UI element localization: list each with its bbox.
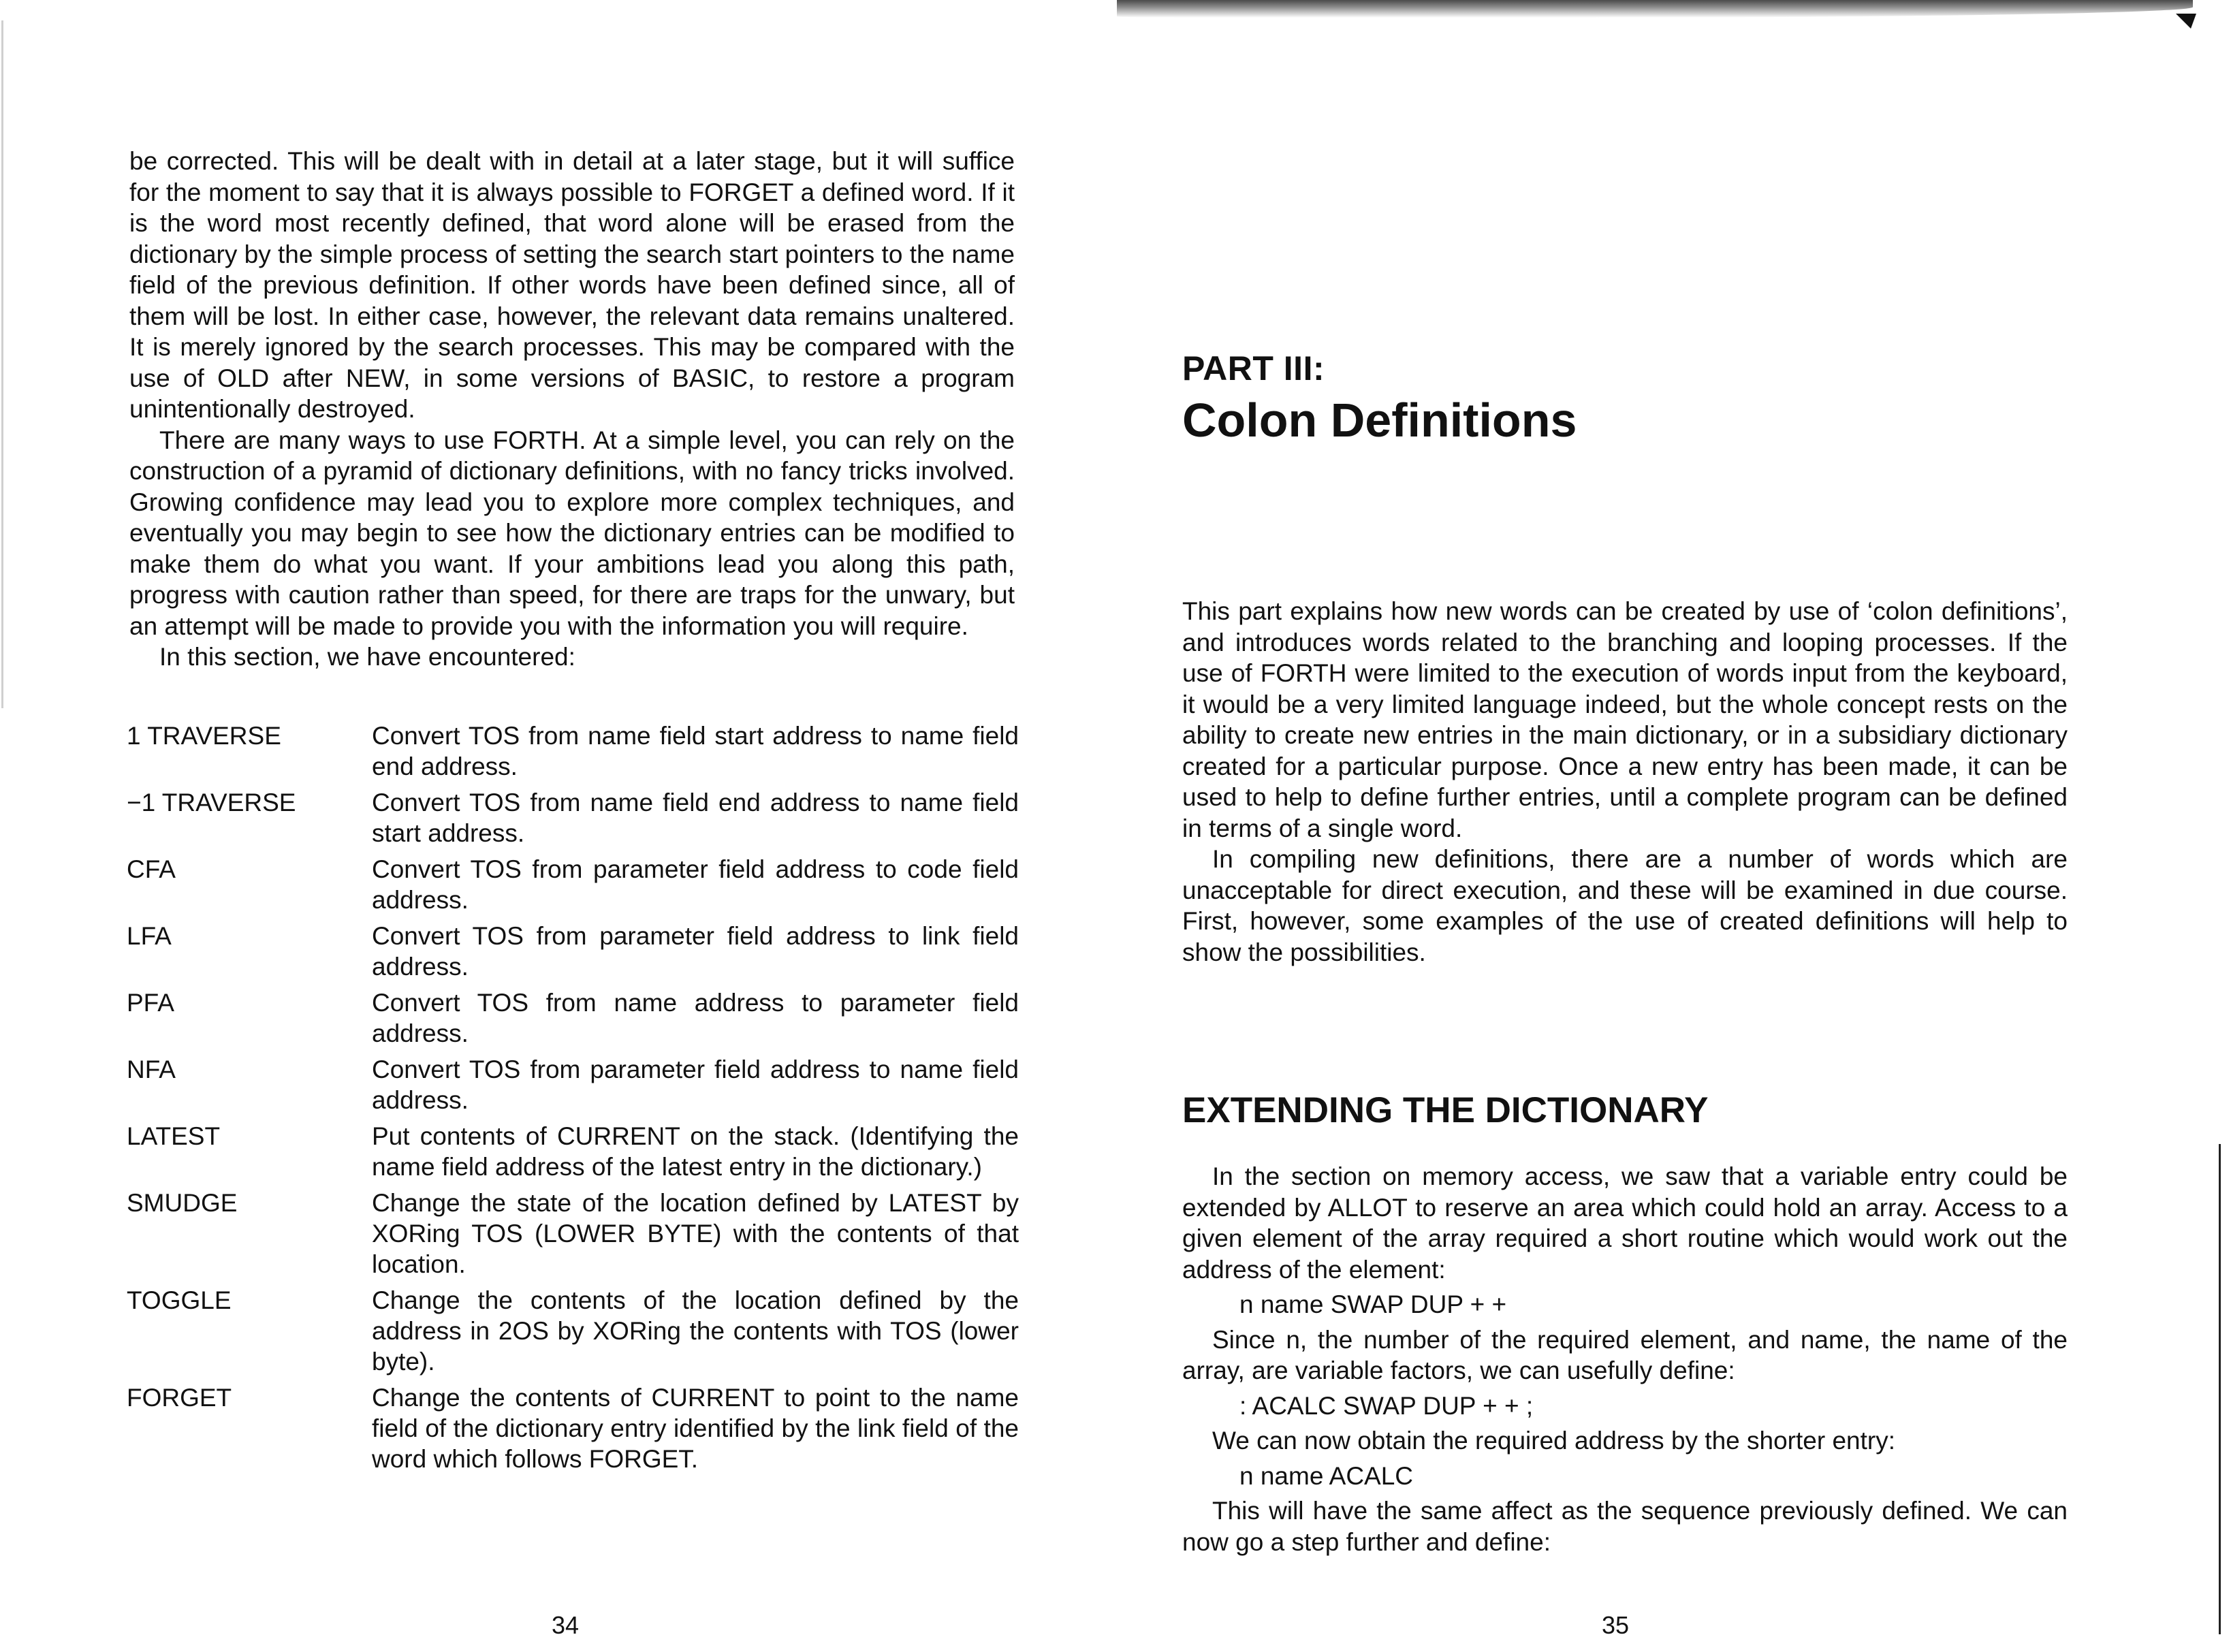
body-paragraph: be corrected. This will be dealt with in detail at a later stage, but it will suffice for the moment to say that it is always possible to FORGET a defined word. If it is the word most recently defined, that word alone will be erased from the dictionary by the simple process of setting the search start pointers to the name field of the previous definition. If other words have been defined since, all of them will be lost. In either case, however, the relevant data remains unaltered. It is merely ignored by the search processes. This may be compared with the use of OLD after NEW, in some versions of BASIC, to restore a program unintentionally destroyed.	[129, 147, 1015, 423]
glossary-entry	[127, 854, 1026, 915]
glossary-definition: Change the contents of CURRENT to point to the name field of the dictionary entry identified by the link field of the word which follows FORGET.	[372, 1384, 1019, 1473]
glossary-entry	[127, 1382, 1026, 1474]
glossary-term: CFA	[127, 855, 176, 883]
part-label: PART III:	[1182, 349, 1325, 387]
section-text	[1182, 1161, 2068, 1557]
glossary-entry	[127, 1188, 1026, 1280]
glossary-definition: Convert TOS from parameter field address to name field address.	[372, 1055, 1019, 1114]
glossary-entry	[127, 1121, 1026, 1182]
glossary-entry	[127, 1054, 1026, 1115]
glossary-term: LFA	[127, 922, 172, 950]
body-paragraph: We can now obtain the required address by the shorter entry:	[1212, 1427, 1895, 1455]
glossary-definition: Convert TOS from parameter field address to code field address.	[372, 855, 1019, 914]
page-number: 35	[1602, 1611, 1630, 1639]
body-paragraph: This will have the same affect as the sequence previously defined. We can now go a step further and define:	[1182, 1497, 2068, 1556]
glossary-term: 1 TRAVERSE	[127, 722, 281, 750]
glossary-definition: Convert TOS from name field end address to name field start address.	[372, 789, 1019, 847]
glossary-entry	[127, 787, 1026, 848]
code-example: : ACALC SWAP DUP + + ;	[1239, 1391, 1534, 1420]
glossary-entry	[127, 921, 1026, 982]
glossary-term: SMUDGE	[127, 1189, 238, 1217]
page-edge-shadow	[2219, 1144, 2221, 1634]
glossary-term: PFA	[127, 989, 174, 1017]
body-paragraph: In the section on memory access, we saw that a variable entry could be extended by ALLOT to reserve an area which could hold an array. Access to a given element of the array required a short routine which would work out the address of the element:	[1182, 1162, 2068, 1284]
body-paragraph: In this section, we have encountered:	[159, 643, 575, 671]
scan-shadow	[1117, 0, 2193, 18]
glossary-definition: Convert TOS from name field start address to name field end address.	[372, 722, 1019, 780]
code-example: n name SWAP DUP + +	[1239, 1290, 1507, 1318]
glossary-definition: Put contents of CURRENT on the stack. (Identifying the name field address of the latest entry in the dictionary.)	[372, 1122, 1019, 1181]
glossary-term: −1 TRAVERSE	[127, 789, 296, 816]
glossary-entry	[127, 720, 1026, 782]
page-edge-shadow	[1, 20, 3, 708]
part-title: Colon Definitions	[1182, 394, 1577, 447]
section-heading: EXTENDING THE DICTIONARY	[1182, 1090, 1709, 1130]
body-paragraph: In compiling new definitions, there are a number of words which are unacceptable for direct execution, and these will be examined in due course. First, however, some examples of the use of created definitions will help to show the possibilities.	[1182, 845, 2068, 966]
body-paragraph: This part explains how new words can be created by use of ‘colon definitions’, and introduces words related to the branching and looping processes. If the use of FORTH were limited to the execution of words input from the keyboard, it would be a very limited language indeed, but the whole concept rests on the ability to create new entries in the main dictionary, or in a subsidiary dictionary created for a particular purpose. Once a new entry has been made, it can be used to help to define further entries, until a complete program can be defined in terms of a single word.	[1182, 597, 2068, 842]
glossary-term: TOGGLE	[127, 1286, 232, 1314]
glossary-definition: Convert TOS from parameter field address to link field address.	[372, 922, 1019, 981]
glossary-definition: Convert TOS from name address to parameter field address.	[372, 989, 1019, 1047]
glossary-term: FORGET	[127, 1384, 232, 1412]
body-paragraph: Since n, the number of the required element, and name, the name of the array, are variable factors, we can usefully define:	[1182, 1325, 2068, 1384]
corner-fold-icon	[2176, 14, 2196, 29]
body-paragraph: There are many ways to use FORTH. At a simple level, you can rely on the construction of a pyramid of dictionary definitions, with no fancy tricks involved. Growing confidence may lead you to explore more complex techniques, and eventually you may begin to see how the dictionary entries can be modified to make them do what you want. If your ambitions lead you along this path, progress with caution rather than speed, for there are traps for the unwary, but an attempt will be made to provide you with the information you will require.	[129, 426, 1015, 640]
glossary-list	[127, 720, 1026, 1480]
code-example: n name ACALC	[1239, 1461, 1414, 1490]
left-body-text	[129, 146, 1015, 673]
glossary-definition: Change the state of the location defined by LATEST by XORing TOS (LOWER BYTE) with the contents of that location.	[372, 1189, 1019, 1278]
glossary-definition: Change the contents of the location defined by the address in 2OS by XORing the contents with TOS (lower byte).	[372, 1286, 1019, 1376]
glossary-term: NFA	[127, 1055, 176, 1083]
intro-text	[1182, 596, 2068, 968]
glossary-entry	[127, 987, 1026, 1049]
glossary-entry	[127, 1285, 1026, 1377]
glossary-term: LATEST	[127, 1122, 221, 1150]
page-number: 34	[552, 1611, 580, 1639]
